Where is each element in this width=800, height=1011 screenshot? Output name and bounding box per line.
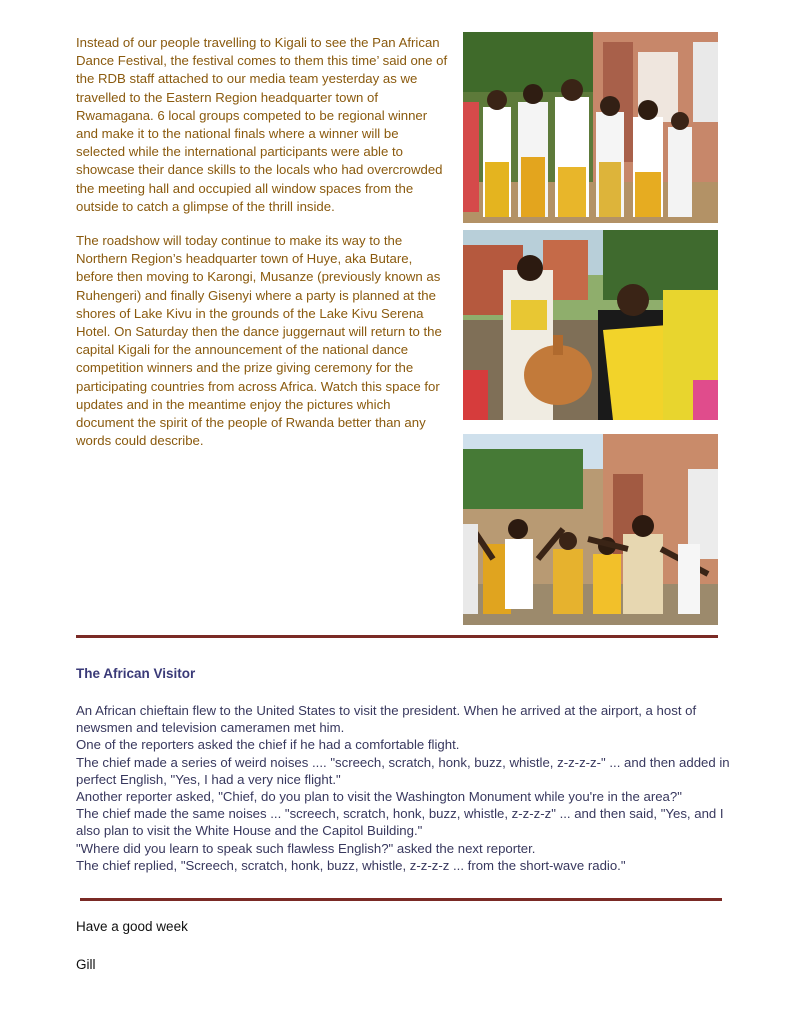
closing-line: Have a good week (76, 919, 188, 934)
article-text (76, 34, 448, 466)
joke-line-3: The chief made a series of weird noises .... "screech, scratch, honk, buzz, whistle, z-z-z-z-" ... and then added in perfect English, "Yes, I had a very nice flight." (76, 754, 730, 787)
joke-text (76, 702, 736, 874)
article-paragraph-2: The roadshow will today continue to make its way to the Northern Region’s headquarter town of Huye, aka Butare, before then moving to Karongi, Musanze (previously known as Ruhengeri) and finally Gisenyi where a party is planned at the shores of Lake Kivu in the grounds of the Lake Kivu Serena Hotel. On Saturday then the dance juggernaut will return to the capital Kigali for the announcement of the national dance competition winners and the prize giving ceremony for the participating countries from across Africa. Watch this space for updates and in the meantime enjoy the pictures which document the spirit of the people of Rwanda better than any words could describe. (76, 233, 442, 449)
dancers-photo-3 (463, 434, 718, 625)
dancers-photo-2 (463, 230, 718, 420)
joke-line-4: Another reporter asked, "Chief, do you plan to visit the Washington Monument while you're in the area?" (76, 789, 682, 805)
joke-line-5: The chief made the same noises ... "screech, scratch, honk, buzz, whistle, z-z-z-z" ... and then said, "Yes, and I also plan to visit the White House and the Capitol Building." (76, 806, 724, 839)
joke-line-7: The chief replied, "Screech, scratch, honk, buzz, whistle, z-z-z-z ... from the short-wave radio." (76, 857, 626, 873)
section-heading: The African Visitor (76, 666, 196, 681)
article-paragraph-1: Instead of our people travelling to Kigali to see the Pan African Dance Festival, the festival comes to them this time’ said one of the RDB staff attached to our media team yesterday as we travelled to the Eastern Region headquarter town of Rwamagana. 6 local groups competed to be regional winner and make it to the national finals where a winner will be selected while the international participants were able to showcase their dance skills to the locals who had overcrowded the meeting hall and occupied all window spaces from the outside to catch a glimpse of the thrill inside. (76, 35, 448, 214)
joke-line-1: An African chieftain flew to the United States to visit the president. When he arrived at the airport, a host of newsmen and television cameramen met him. (76, 703, 697, 736)
section-divider-bottom (80, 898, 722, 901)
section-divider-top (76, 635, 718, 638)
signature: Gill (76, 957, 96, 972)
joke-line-6: "Where did you learn to speak such flawless English?" asked the next reporter. (76, 840, 536, 856)
joke-line-2: One of the reporters asked the chief if he had a comfortable flight. (76, 737, 460, 753)
dancers-photo-1 (463, 32, 718, 223)
